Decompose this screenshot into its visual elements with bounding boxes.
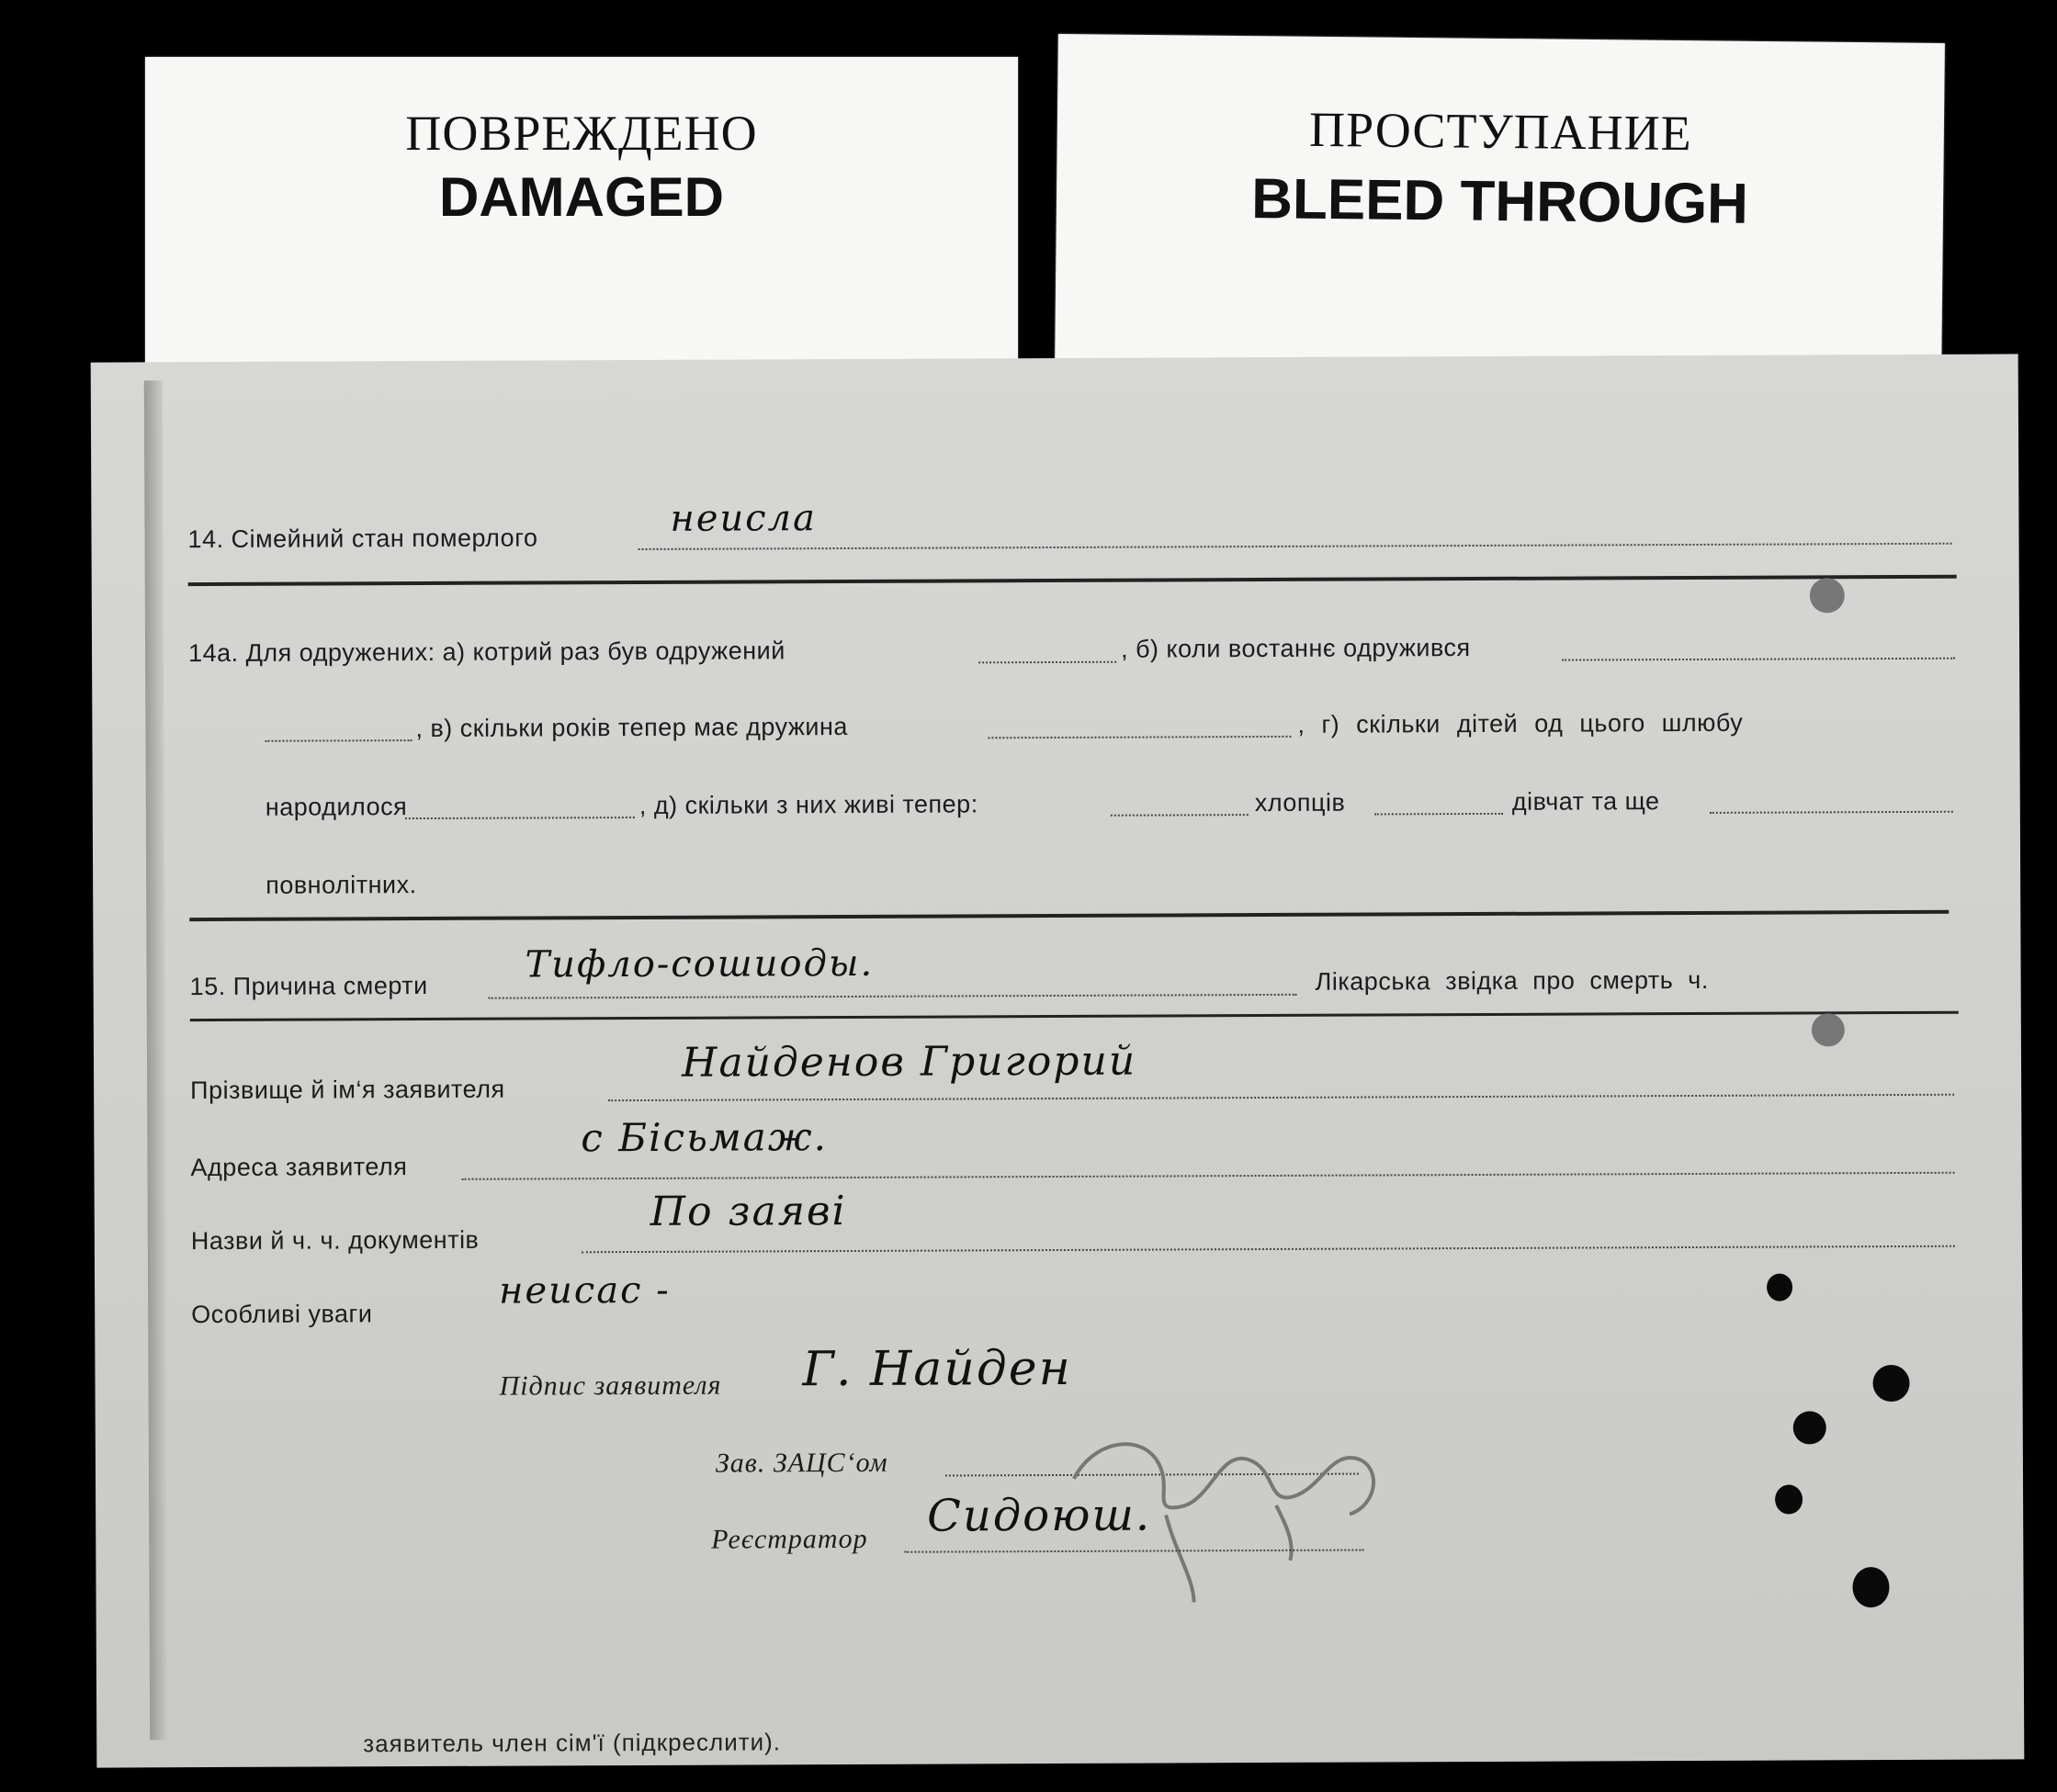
punch-hole xyxy=(1793,1411,1826,1444)
field-14a-e-label: народилося xyxy=(265,793,408,821)
field-14a-adults-label: повнолітних. xyxy=(266,871,417,899)
signature-value: Г. Найден xyxy=(802,1340,1072,1398)
field-14a-boys-line xyxy=(1111,814,1249,817)
applicant-name-label: Прізвище й ім‘я заявителя xyxy=(190,1075,505,1105)
applicant-name-value: Найденов Григорий xyxy=(681,1037,1137,1087)
damaged-label-ru: ПОВРЕЖДЕНО xyxy=(405,106,758,161)
field-14-label: 14. Сімейний стан померлого xyxy=(187,524,538,554)
registrar-label: Реєстратор xyxy=(711,1523,868,1555)
field-14a-c-label: , в) скільки років тепер має дружина xyxy=(415,712,848,743)
field-14a-b-line xyxy=(1562,658,1955,661)
field-14a-b-label: , б) коли востаннє одружився xyxy=(1120,634,1471,663)
field-15-label: 15. Причина смерти xyxy=(189,971,428,1001)
field-14-line xyxy=(639,543,1952,550)
medical-certificate-label: Лікарська звідка про смерть ч. xyxy=(1315,965,1709,996)
documents-label: Назви й ч. ч. документів xyxy=(190,1225,480,1256)
bleed-label-ru: ПРОСТУПАНИЕ xyxy=(1308,101,1692,162)
notes-label: Особливі уваги xyxy=(191,1300,373,1329)
field-14a-label: 14а. Для одружених: а) котрий раз був одружений xyxy=(187,637,786,668)
punch-hole xyxy=(1812,1013,1845,1046)
field-14a-girls-label: дівчат та ще xyxy=(1511,787,1660,816)
section-divider xyxy=(188,575,1957,586)
field-15-value: Тифло-сошиоды. xyxy=(525,941,875,986)
notes-value: неисас - xyxy=(498,1268,671,1313)
field-14a-adults-line xyxy=(1710,811,1953,814)
bottom-strip-text: заявитель член сім'ї (підкреслити). xyxy=(363,1728,782,1758)
page-edge xyxy=(144,380,168,1740)
applicant-address-value: с Бісьмаж. xyxy=(581,1114,828,1161)
documents-value: По заяві xyxy=(650,1188,847,1235)
field-14-value: неисла xyxy=(670,497,818,540)
section-divider xyxy=(189,910,1949,921)
field-14a-boys-label: хлопців xyxy=(1254,788,1346,817)
documents-line xyxy=(582,1245,1955,1254)
field-15-line xyxy=(489,994,1297,999)
field-14a-e-line xyxy=(405,817,635,819)
punch-hole xyxy=(1767,1274,1792,1302)
bleed-label-en: BLEED THROUGH xyxy=(1250,167,1749,236)
field-14a-girls-line xyxy=(1374,813,1503,816)
field-14a-f-label: , д) скільки з них живі тепер: xyxy=(639,790,978,819)
field-14a-a-line xyxy=(978,661,1116,664)
punch-hole xyxy=(1775,1484,1803,1514)
field-14a-b2-line xyxy=(265,739,412,742)
applicant-address-line xyxy=(462,1172,1955,1180)
signature-label: Підпис заявителя xyxy=(499,1369,722,1402)
field-14a-d-label: , г) скільки дітей од цього шлюбу xyxy=(1297,708,1744,738)
head-label: Зав. ЗАЦС‘ом xyxy=(715,1447,888,1479)
punch-hole xyxy=(1810,578,1845,613)
applicant-address-label: Адреса заявителя xyxy=(190,1153,408,1182)
applicant-name-line xyxy=(608,1094,1954,1101)
damaged-card xyxy=(145,57,1018,374)
registrar-value: Сидоюш. xyxy=(927,1489,1152,1542)
damaged-label-en: DAMAGED xyxy=(439,166,724,228)
field-14a-c-line xyxy=(988,736,1291,738)
section-divider xyxy=(190,1011,1959,1021)
death-record-form xyxy=(91,354,2025,1767)
punch-hole xyxy=(1852,1567,1889,1607)
punch-hole xyxy=(1872,1365,1909,1402)
bleed-through-card xyxy=(1055,34,1945,378)
